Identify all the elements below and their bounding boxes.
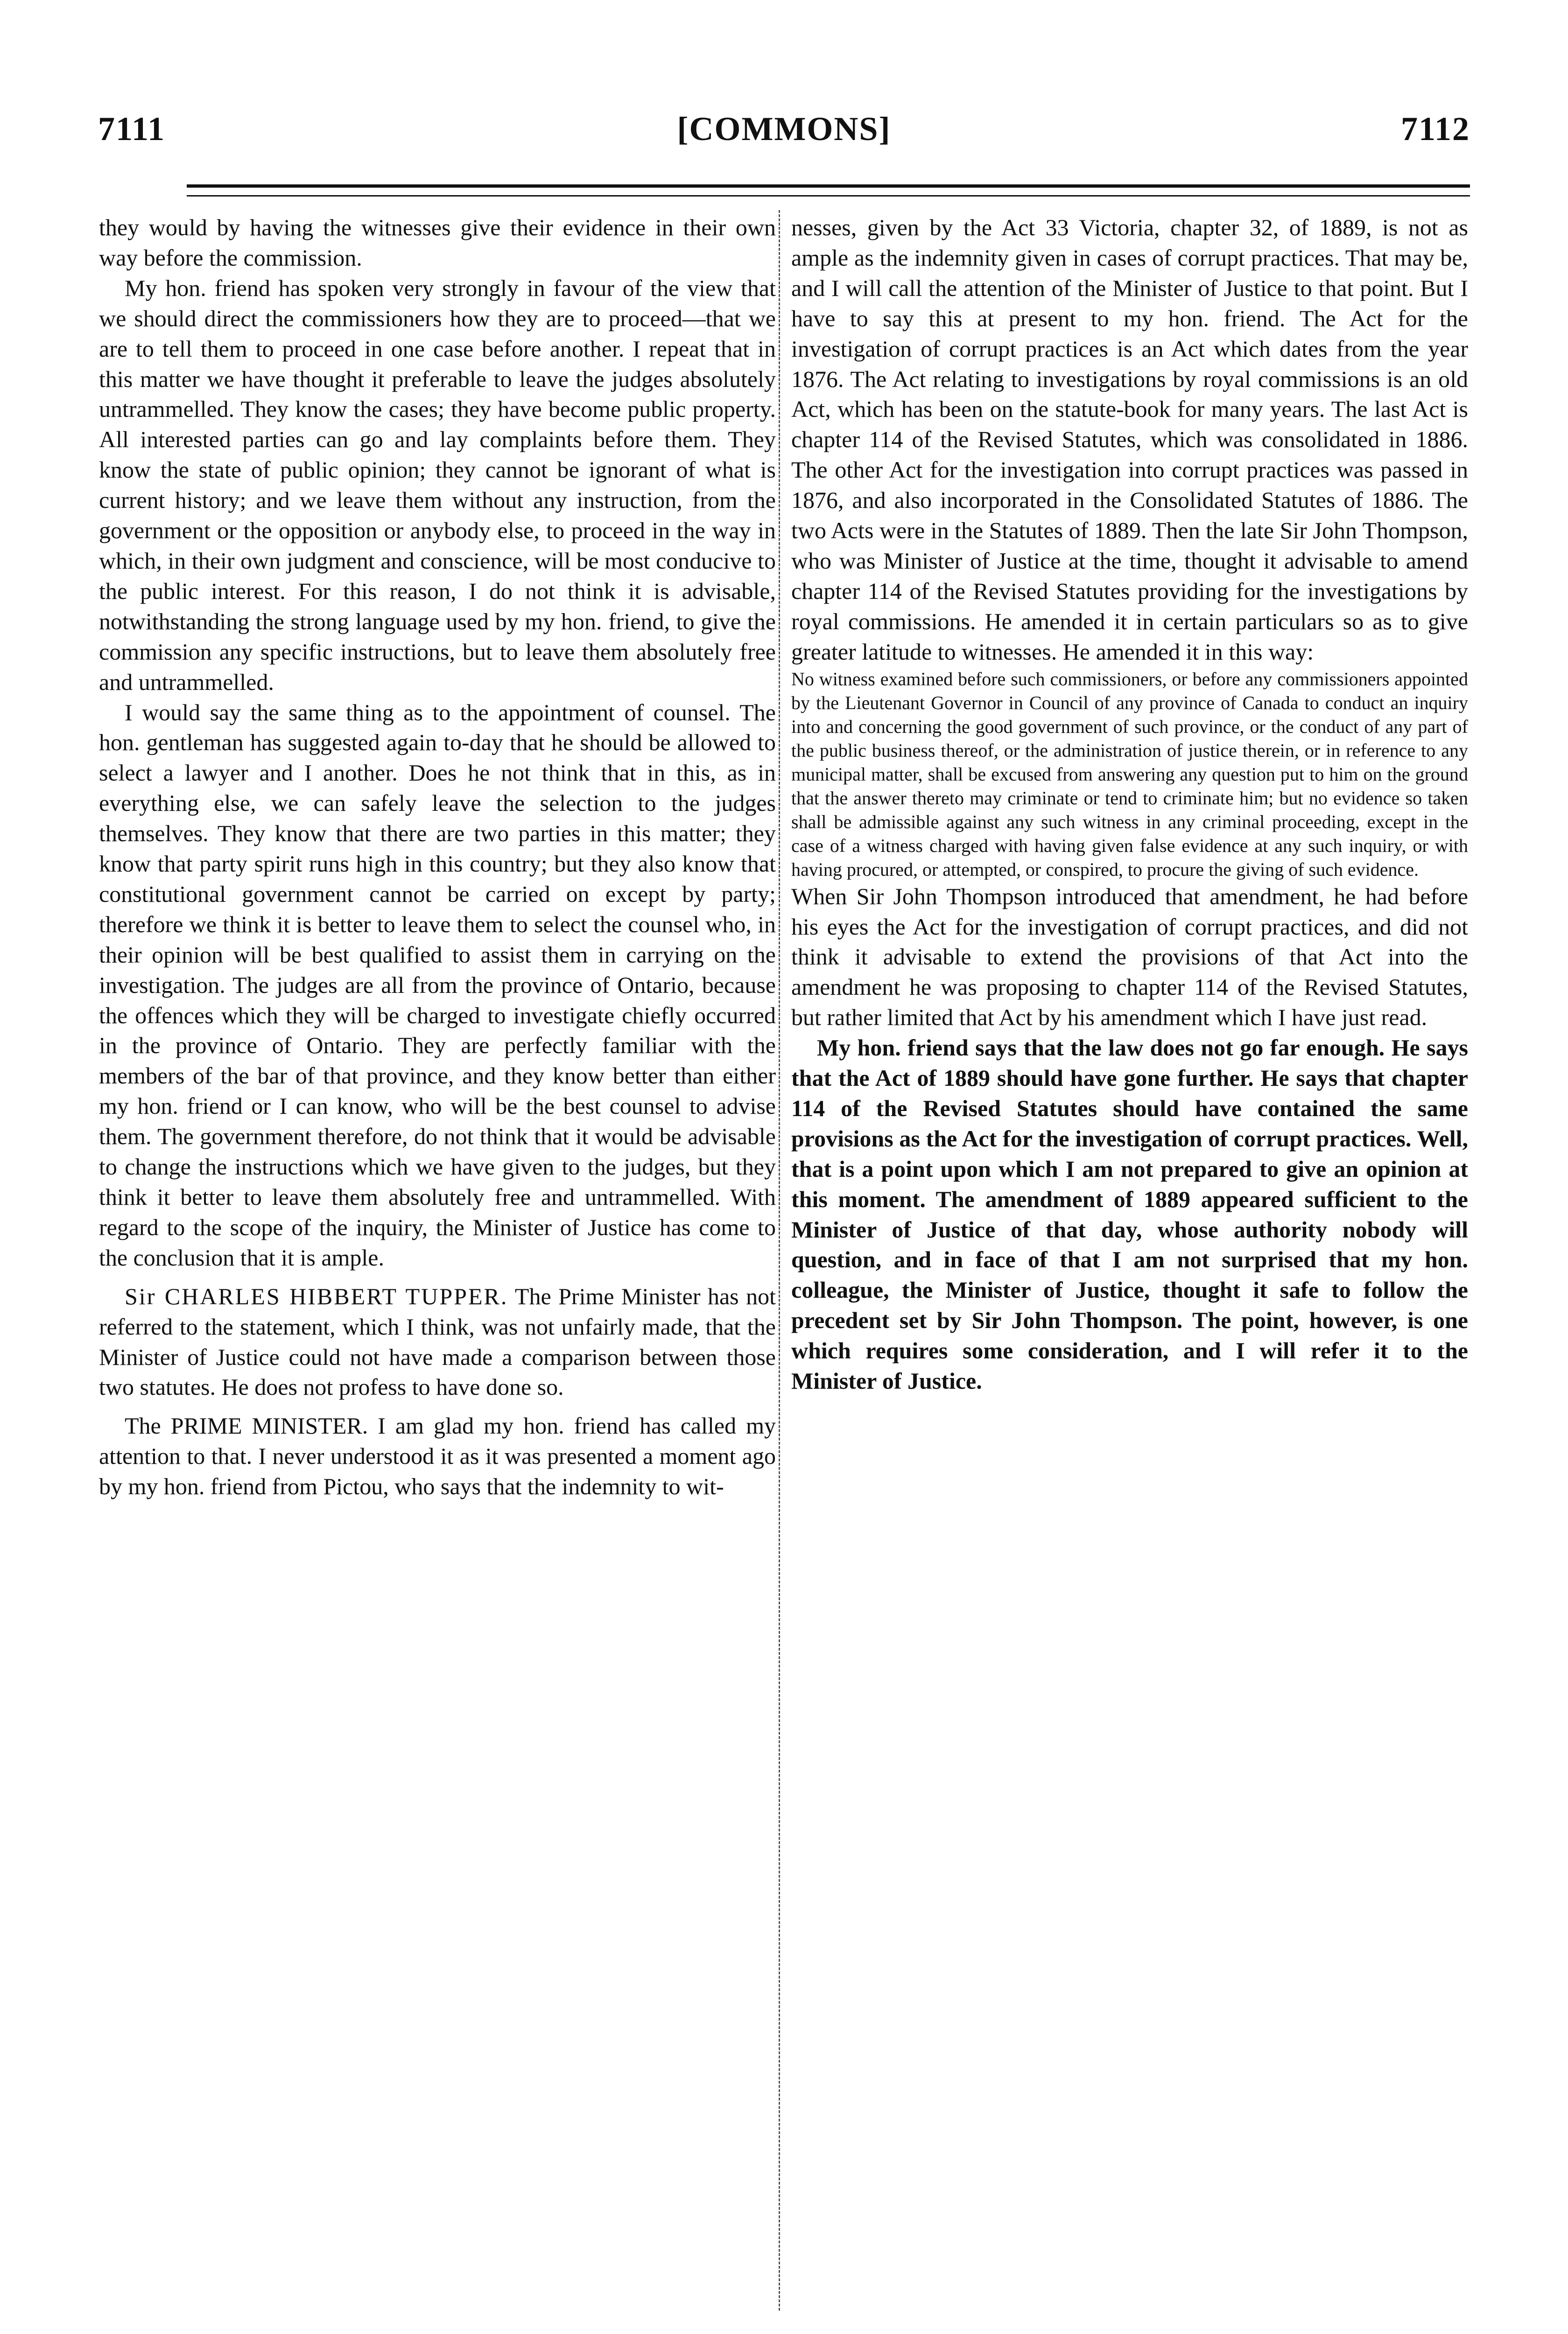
- speaker-tupper: Sir CHARLES HIBBERT TUPPER.: [125, 1283, 508, 1309]
- header-rule-thick: [187, 184, 1470, 188]
- left-paragraph-3: I would say the same thing as to the appointment of counsel. The hon. gentleman has suggested again to-day that he should be allowed to select a lawyer and I another. Does he not think that in this, as in everything else, we can safely leave the selection to the judges themselves. They know that there are two parties in this matter; they know that party spirit runs high in this country; but they also know that constitutional government cannot be carried on except by party; therefore we think it is better to leave them to select the counsel who, in their opinion will be best qualified to assist them in carrying on the investigation. The judges are all from the province of Ontario, because the offences which they will be charged to investigate chiefly occurred in the province of Ontario. They are perfectly familiar with the members of the bar of that province, and they know better than either my hon. friend or I can know, who will be the best counsel to advise them. The government therefore, do not think that it would be advisable to change the instructions which we have given to the judges, but they think it better to leave them absolutely free and untrammelled. With regard to the scope of the inquiry, the Minister of Justice has come to the conclusion that it is ample.: [99, 699, 776, 1271]
- speech-tupper: [99, 1281, 776, 1403]
- statute-quote: No witness examined before such commissioners, or before any commissioners appointed by the Lieutenant Governor in Council of any province of Canada to conduct an inquiry into and concerning the good government of such province, or the conduct of any part of the public business thereof, or the administration of justice therein, or in reference to any municipal matter, shall be excused from answering any question put to him on the ground that the answer thereto may criminate or tend to criminate him; but no evidence so taken shall be admissible against any such witness in any criminal proceeding, except in the case of a witness charged with having given false evidence at any such inquiry, or with having procured, or attempted, or conspired, to procure the giving of such evidence.: [791, 668, 1468, 880]
- speaker-prime-minister: The PRIME MINISTER.: [125, 1413, 368, 1439]
- page-title: [COMMONS]: [677, 110, 891, 148]
- right-paragraph-2: When Sir John Thompson introduced that amendment, he had before his eyes the Act for the investigation of corrupt practices, and did not think it advisable to extend the provisions of that Act into the amendment he was proposing to chapter 114 of the Revised Statutes, but rather limited that Act by his amendment which I have just read.: [791, 883, 1468, 1031]
- left-paragraph-4: The Prime Minister has not referred to the statement, which I think, was not unfairly made, that the Minister of Justice could not have made a comparison between those two statutes. He does not profess to have done so.: [99, 1283, 776, 1400]
- page-number-right: 7112: [1400, 110, 1470, 148]
- page-number-left: 7111: [98, 110, 166, 148]
- speech-prime-minister: [99, 1411, 776, 1502]
- left-paragraph-2: My hon. friend has spoken very strongly in favour of the view that we should direct the commissioners how they are to proceed—that we are to tell them to proceed in one case before another. I repeat that in this matter we have thought it preferable to leave the judges absolutely untrammelled. They know the cases; they have become public property. All interested parties can go and lay complaints before them. They know the state of public opinion; they cannot be ignorant of what is current history; and we leave them without any instruction, from the government or the opposition or anybody else, to proceed in the way in which, in their own judgment and conscience, will be most conducive to the public interest. For this reason, I do not think it is advisable, notwithstanding the strong language used by my hon. friend, to give the commission any specific instructions, but to leave them absolutely free and untrammelled.: [99, 274, 776, 695]
- column-divider: [779, 210, 780, 2311]
- left-column: [99, 212, 776, 1502]
- header-rule-thin: [187, 195, 1470, 197]
- page-header: [98, 110, 1470, 170]
- left-paragraph-1: they would by having the witnesses give their evidence in their own way before the commission.: [99, 214, 776, 271]
- right-column: [791, 212, 1468, 1396]
- left-paragraph-5: I am glad my hon. friend has called my attention to that. I never understood it as it was presented a moment ago by my hon. friend from Pictou, who says that the indemnity to wit-: [99, 1413, 776, 1500]
- right-paragraph-3: My hon. friend says that the law does not go far enough. He says that the Act of 1889 should have gone further. He says that chapter 114 of the Revised Statutes should have contained the same provisions as the Act for the investigation of corrupt practices. Well, that is a point upon which I am not prepared to give an opinion at this moment. The amendment of 1889 appeared sufficient to the Minister of Justice of that day, whose authority nobody will question, and in face of that I am not surprised that my hon. colleague, the Minister of Justice, thought it safe to follow the precedent set by Sir John Thompson. The point, however, is one which requires some consideration, and I will refer it to the Minister of Justice.: [791, 1034, 1468, 1394]
- right-paragraph-1: nesses, given by the Act 33 Victoria, chapter 32, of 1889, is not as ample as the indemnity given in cases of corrupt practices. That may be, and I will call the attention of the Minister of Justice to that point. But I have to say this at present to my hon. friend. The Act for the investigation of corrupt practices is an Act which dates from the year 1876. The Act relating to investigations by royal commissions is an old Act, which has been on the statute-book for many years. The last Act is chapter 114 of the Revised Statutes, which was consolidated in 1886. The other Act for the investigation into corrupt practices was passed in 1876, and also incorporated in the Consolidated Statutes of 1886. The two Acts were in the Statutes of 1889. Then the late Sir John Thompson, who was Minister of Justice at the time, thought it advisable to amend chapter 114 of the Revised Statutes providing for the investigations by royal commissions. He amended it in certain particulars so as to give greater latitude to witnesses. He amended it in this way:: [791, 214, 1468, 665]
